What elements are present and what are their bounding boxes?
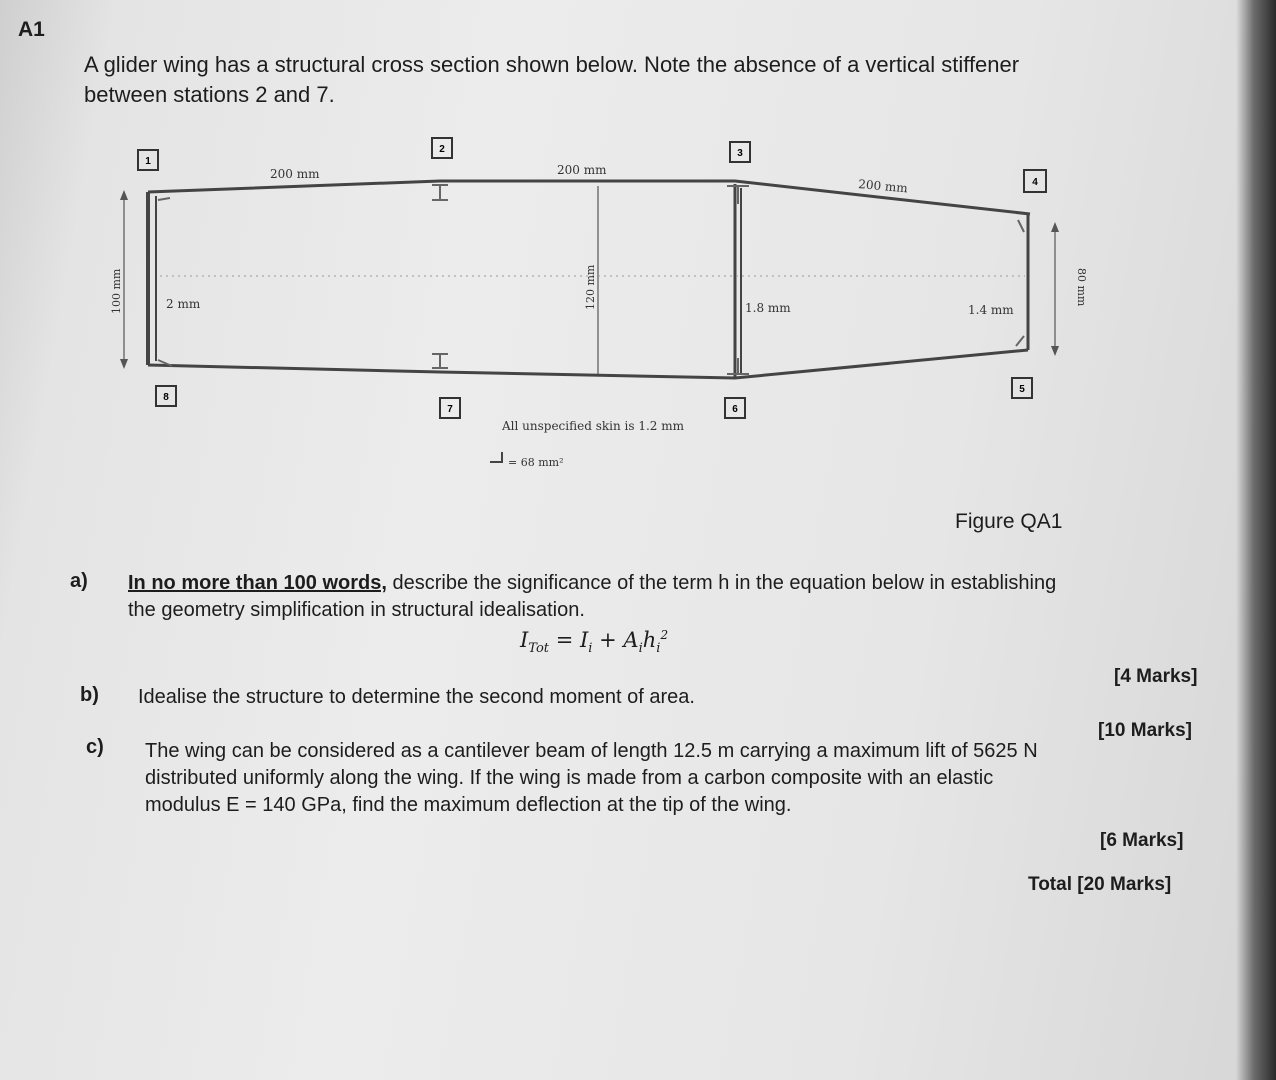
part-c-marks: [6 Marks] xyxy=(1100,830,1184,851)
equation: $I_{Tot} = I_i + A_ih_i^2$ xyxy=(520,628,669,657)
dim-left-skin: 2 mm xyxy=(166,297,201,311)
station-8-box xyxy=(156,386,176,406)
station-5-label: 5 xyxy=(1019,384,1025,395)
dim-right-skin: 1.4 mm xyxy=(968,303,1014,317)
dim-spar3-skin: 1.8 mm xyxy=(745,301,791,315)
dim-top-2-3: 200 mm xyxy=(557,163,607,177)
station-1-label: 1 xyxy=(145,156,151,167)
part-a-label: a) xyxy=(70,570,88,592)
dim-right-height: 80 mm xyxy=(1075,268,1088,307)
station-5-box xyxy=(1012,378,1032,398)
wing-cross-section-figure xyxy=(110,128,1088,488)
station-3-label: 3 xyxy=(737,148,743,159)
station-2-box xyxy=(432,138,452,158)
part-a-marks: [4 Marks] xyxy=(1114,666,1198,687)
part-a-body: describe the significance of the term h in the equation below in establishing the geometry simplification in structural idealisation. xyxy=(128,572,1057,621)
question-id: A1 xyxy=(18,18,45,41)
station-6-box xyxy=(725,398,745,418)
station-4-box xyxy=(1024,170,1046,192)
station-4-label: 4 xyxy=(1032,177,1038,188)
dim-left-height: 100 mm xyxy=(110,268,123,314)
station-3-box xyxy=(730,142,750,162)
part-b-text: Idealise the structure to determine the second moment of area. xyxy=(138,686,695,708)
part-b-marks: [10 Marks] xyxy=(1098,720,1192,741)
screen-edge-shadow xyxy=(1236,0,1276,1080)
stringer-icon xyxy=(490,452,502,462)
part-c-text: The wing can be considered as a cantilever beam of length 12.5 m carrying a maximum lift of 5625 N distributed uniformly along the wing. If the wing is made from a carbon composite with an elastic modulus E = 140 GPa, find the maximum deflection at the tip of the wing. xyxy=(145,740,1038,816)
question-intro: A glider wing has a structural cross section shown below. Note the absence of a vertical stiffener between stations 2 and 7. xyxy=(84,52,1020,107)
part-a-underlined: In no more than 100 words, xyxy=(128,572,387,594)
station-7-box xyxy=(440,398,460,418)
skin-note: All unspecified skin is 1.2 mm xyxy=(502,419,684,433)
part-a-text xyxy=(128,570,1068,624)
dim-mid-height: 120 mm xyxy=(584,264,597,310)
part-c-label: c) xyxy=(86,736,104,758)
dim-top-3-4: 200 mm xyxy=(857,177,909,196)
part-b-label: b) xyxy=(80,684,99,706)
station-8-label: 8 xyxy=(163,392,169,403)
station-1-box xyxy=(138,150,158,170)
stringer-area: = 68 mm² xyxy=(508,456,564,469)
dim-top-1-2: 200 mm xyxy=(270,167,320,181)
station-7-label: 7 xyxy=(447,404,453,415)
station-6-label: 6 xyxy=(732,404,738,415)
station-2-label: 2 xyxy=(439,144,445,155)
figure-caption: Figure QA1 xyxy=(955,510,1063,533)
total-marks: Total [20 Marks] xyxy=(1028,874,1172,895)
